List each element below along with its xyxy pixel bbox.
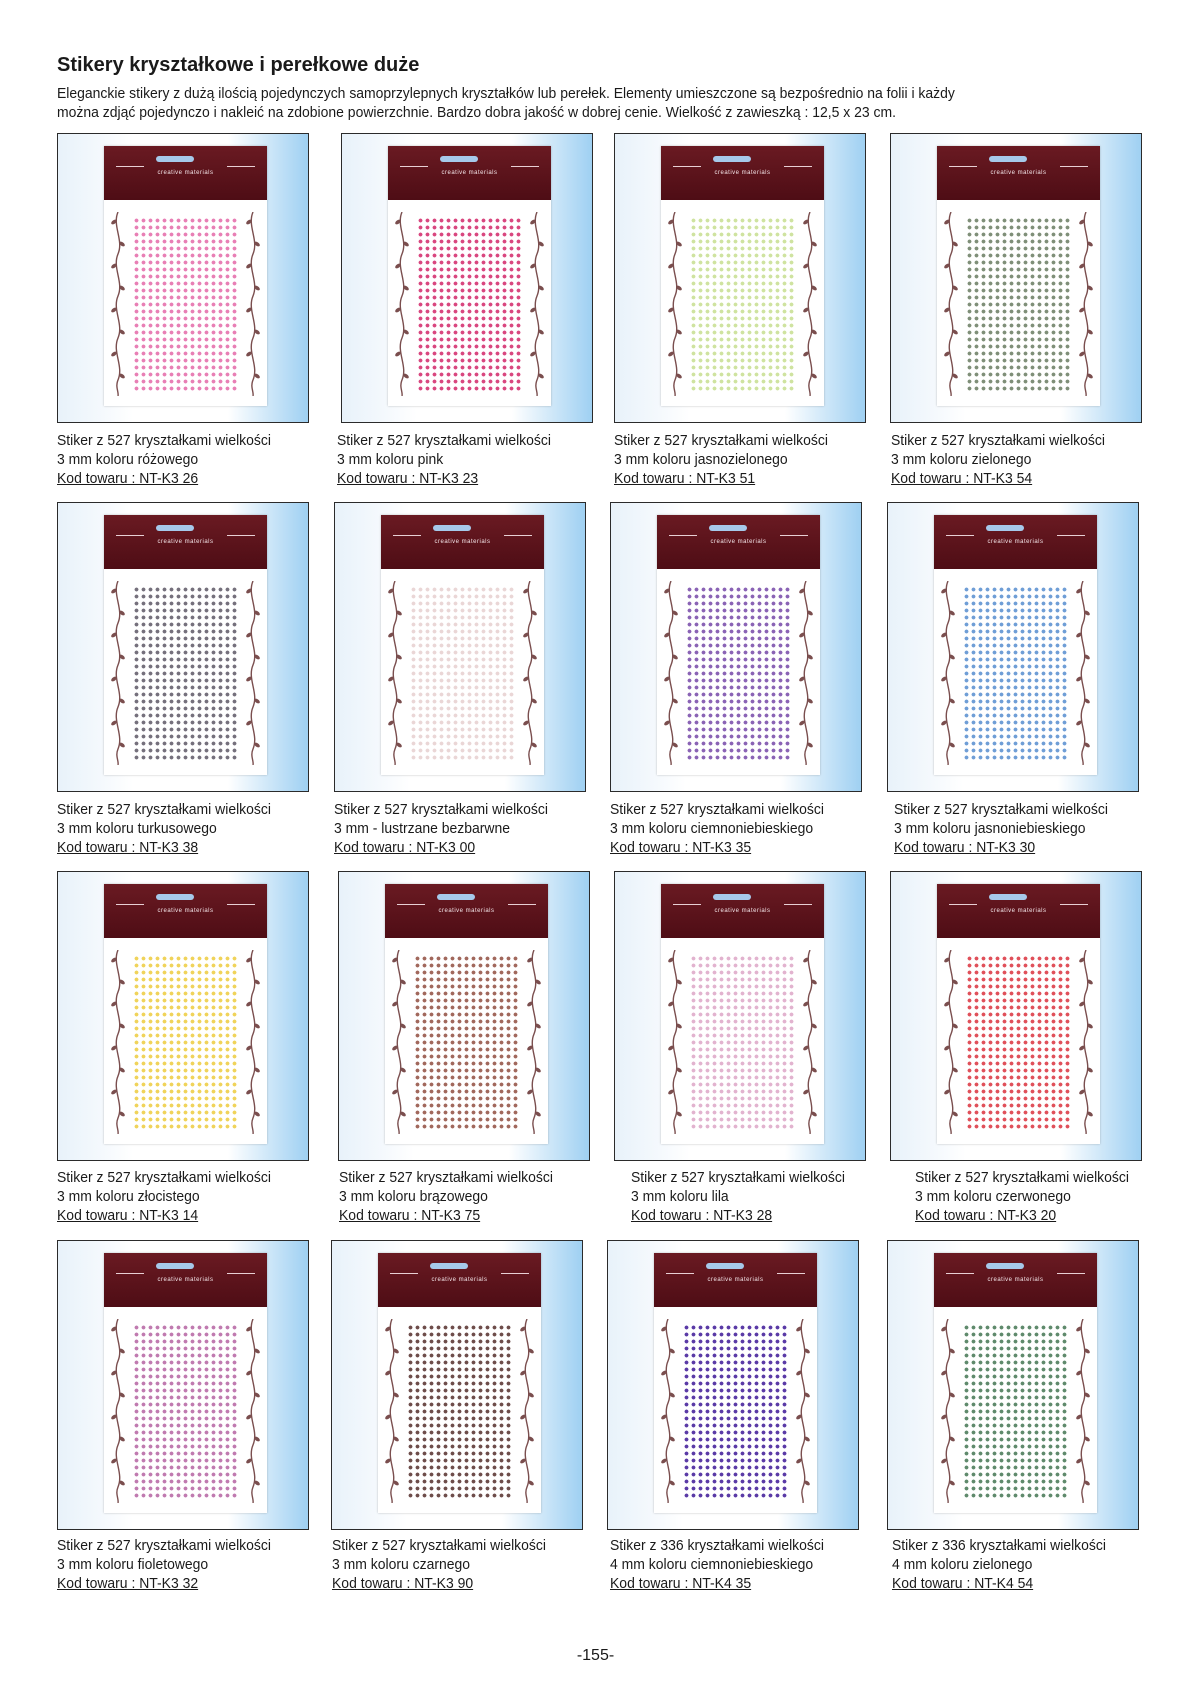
crystal-sheet [413,954,520,1130]
product-description: Stiker z 527 kryształkami wielkości [614,432,828,449]
product-color: 3 mm koloru brązowego [339,1188,488,1205]
product-code: Kod towaru : NT-K3 14 [57,1207,199,1224]
product-image [331,1240,583,1530]
divider [508,904,536,905]
intro-text [57,84,1061,122]
sticker-package [104,146,267,406]
sticker-package [104,515,267,775]
hang-hole [156,894,194,900]
hang-hole [713,156,751,162]
product-code: Kod towaru : NT-K4 35 [610,1575,752,1592]
product-description: Stiker z 527 kryształkami wielkości [891,432,1105,449]
hang-hole [440,156,478,162]
divider [949,904,977,905]
product-color: 3 mm koloru zielonego [891,451,1032,468]
divider [504,535,532,536]
product-description: Stiker z 336 kryształkami wielkości [892,1537,1106,1554]
crystal-sheet [416,216,523,392]
product-image [57,133,309,423]
package-header [934,1253,1097,1307]
crystal-sheet [406,1323,513,1499]
crystal-sheet [132,954,239,1130]
divider [400,166,428,167]
product-caption [339,1168,583,1225]
sticker-package [934,1253,1097,1513]
product-description: Stiker z 527 kryształkami wielkości [915,1169,1129,1186]
hang-hole [706,1263,744,1269]
product-color: 3 mm koloru czerwonego [915,1188,1071,1205]
package-header [661,146,824,200]
hang-hole [430,1263,468,1269]
crystal-sheet [965,954,1072,1130]
divider [946,1273,974,1274]
crystal-sheet [685,585,792,761]
package-brand: creative materials [710,539,767,545]
crystal-sheet [962,1323,1069,1499]
crystal-sheet [132,1323,239,1499]
crystal-sheet [689,216,796,392]
package-brand: creative materials [434,539,491,545]
package-brand: creative materials [987,539,1044,545]
package-brand: creative materials [157,539,214,545]
vine-ornament-icon [110,1319,126,1503]
product-color: 3 mm koloru jasnoniebieskiego [894,820,1086,837]
sticker-package [104,884,267,1144]
vine-ornament-icon [245,1319,261,1503]
hang-hole [156,525,194,531]
product-code: Kod towaru : NT-K3 51 [614,470,756,487]
product-image [614,133,866,423]
divider [397,904,425,905]
product-code: Kod towaru : NT-K4 54 [892,1575,1034,1592]
product-image [341,133,593,423]
product-description: Stiker z 527 kryształkami wielkości [894,801,1108,818]
sticker-package [381,515,544,775]
package-header [104,884,267,938]
vine-ornament-icon [519,1319,535,1503]
divider [227,166,255,167]
product-color: 3 mm - lustrzane bezbarwne [334,820,511,837]
product-color: 3 mm koloru jasnozielonego [614,451,788,468]
divider [784,166,812,167]
sticker-package [937,146,1100,406]
product-color: 3 mm koloru złocistego [57,1188,200,1205]
product-code: Kod towaru : NT-K3 75 [339,1207,481,1224]
product-caption [57,800,301,857]
crystal-sheet [409,585,516,761]
divider [227,904,255,905]
package-brand: creative materials [990,908,1047,914]
package-brand: creative materials [714,170,771,176]
vine-ornament-icon [245,950,261,1134]
product-image [890,871,1142,1161]
sticker-package [104,1253,267,1513]
product-code: Kod towaru : NT-K3 35 [610,839,752,856]
sticker-package [657,515,820,775]
product-description: Stiker z 527 kryształkami wielkości [337,432,551,449]
intro-line: Eleganckie stikery z dużą ilością pojedynczych samoprzylepnych kryształków lub perełek. Elementy umieszczone są bezpośrednio na folii i każdy [57,85,955,102]
package-brand: creative materials [157,170,214,176]
vine-ornament-icon [795,1319,811,1503]
divider [227,535,255,536]
product-code: Kod towaru : NT-K3 38 [57,839,199,856]
divider [777,1273,805,1274]
vine-ornament-icon [940,1319,956,1503]
product-image [614,871,866,1161]
product-image [887,502,1139,792]
divider [227,1273,255,1274]
vine-ornament-icon [663,581,679,765]
product-code: Kod towaru : NT-K3 90 [332,1575,474,1592]
product-caption [57,431,301,488]
vine-ornament-icon [110,212,126,396]
product-code: Kod towaru : NT-K3 28 [631,1207,773,1224]
product-caption [610,1536,854,1593]
product-color: 3 mm koloru czarnego [332,1556,471,1573]
divider [1060,904,1088,905]
product-image [338,871,590,1161]
intro-line: można zdjąć pojedynczo i nakleić na zdobione powierzchnie. Bardzo dobra jakość w dobrej cenie. Wielkość z zawieszką : 12,5 x 23 cm. [57,104,896,121]
product-caption [334,800,578,857]
package-brand: creative materials [987,1277,1044,1283]
product-description: Stiker z 527 kryształkami wielkości [57,1537,271,1554]
product-code: Kod towaru : NT-K3 20 [915,1207,1057,1224]
product-image [607,1240,859,1530]
sticker-package [937,884,1100,1144]
hang-hole [156,1263,194,1269]
package-header [657,515,820,569]
page-title: Stikery kryształkowe i perełkowe duże [57,54,420,76]
product-image [57,871,309,1161]
product-code: Kod towaru : NT-K3 23 [337,470,479,487]
product-color: 3 mm koloru lila [631,1188,729,1205]
product-description: Stiker z 527 kryształkami wielkości [57,1169,271,1186]
hang-hole [989,894,1027,900]
sticker-package [385,884,548,1144]
package-header [104,1253,267,1307]
sticker-package [661,146,824,406]
vine-ornament-icon [798,581,814,765]
divider [116,166,144,167]
vine-ornament-icon [529,212,545,396]
product-caption [891,431,1135,488]
package-brand: creative materials [707,1277,764,1283]
product-color: 3 mm koloru turkusowego [57,820,217,837]
package-brand: creative materials [438,908,495,914]
product-code: Kod towaru : NT-K3 00 [334,839,476,856]
divider [780,535,808,536]
vine-ornament-icon [660,1319,676,1503]
crystal-sheet [689,954,796,1130]
product-caption [915,1168,1159,1225]
package-header [385,884,548,938]
product-color: 3 mm koloru pink [337,451,444,468]
product-description: Stiker z 527 kryształkami wielkości [57,432,271,449]
vine-ornament-icon [940,581,956,765]
divider [669,535,697,536]
product-code: Kod towaru : NT-K3 32 [57,1575,199,1592]
divider [949,166,977,167]
product-code: Kod towaru : NT-K3 54 [891,470,1033,487]
sticker-package [934,515,1097,775]
page-number: -155- [576,1647,615,1664]
package-header [661,884,824,938]
vine-ornament-icon [943,212,959,396]
divider [511,166,539,167]
vine-ornament-icon [526,950,542,1134]
package-header [381,515,544,569]
product-color: 3 mm koloru różowego [57,451,199,468]
package-header [388,146,551,200]
divider [1057,1273,1085,1274]
package-brand: creative materials [990,170,1047,176]
crystal-sheet [132,216,239,392]
package-brand: creative materials [714,908,771,914]
product-code: Kod towaru : NT-K3 26 [57,470,199,487]
product-description: Stiker z 527 kryształkami wielkości [631,1169,845,1186]
package-header [934,515,1097,569]
hang-hole [437,894,475,900]
vine-ornament-icon [384,1319,400,1503]
product-color: 4 mm koloru ciemnoniebieskiego [610,1556,814,1573]
vine-ornament-icon [1078,212,1094,396]
product-color: 3 mm koloru ciemnoniebieskiego [610,820,814,837]
package-header [654,1253,817,1307]
divider [1060,166,1088,167]
product-description: Stiker z 527 kryształkami wielkości [57,801,271,818]
product-description: Stiker z 527 kryształkami wielkości [334,801,548,818]
package-header [104,146,267,200]
vine-ornament-icon [394,212,410,396]
crystal-sheet [965,216,1072,392]
crystal-sheet [132,585,239,761]
hang-hole [156,156,194,162]
product-image [334,502,586,792]
package-header [937,884,1100,938]
divider [393,535,421,536]
hang-hole [709,525,747,531]
product-caption [332,1536,576,1593]
vine-ornament-icon [943,950,959,1134]
vine-ornament-icon [1078,950,1094,1134]
product-code: Kod towaru : NT-K3 30 [894,839,1036,856]
vine-ornament-icon [391,950,407,1134]
divider [116,904,144,905]
product-color: 4 mm koloru zielonego [892,1556,1033,1573]
product-description: Stiker z 527 kryształkami wielkości [610,801,824,818]
crystal-sheet [682,1323,789,1499]
vine-ornament-icon [110,950,126,1134]
divider [390,1273,418,1274]
sticker-package [654,1253,817,1513]
vine-ornament-icon [245,212,261,396]
vine-ornament-icon [802,212,818,396]
product-description: Stiker z 527 kryształkami wielkości [332,1537,546,1554]
product-caption [57,1168,301,1225]
product-image [610,502,862,792]
product-color: 3 mm koloru fioletowego [57,1556,209,1573]
package-brand: creative materials [441,170,498,176]
hang-hole [433,525,471,531]
package-header [937,146,1100,200]
divider [116,535,144,536]
hang-hole [986,525,1024,531]
vine-ornament-icon [667,212,683,396]
hang-hole [713,894,751,900]
hang-hole [986,1263,1024,1269]
product-caption [337,431,581,488]
vine-ornament-icon [802,950,818,1134]
product-caption [894,800,1138,857]
product-description: Stiker z 527 kryształkami wielkości [339,1169,553,1186]
product-image [57,1240,309,1530]
product-caption [892,1536,1136,1593]
crystal-sheet [962,585,1069,761]
vine-ornament-icon [1075,1319,1091,1503]
package-header [104,515,267,569]
vine-ornament-icon [667,950,683,1134]
vine-ornament-icon [245,581,261,765]
product-description: Stiker z 336 kryształkami wielkości [610,1537,824,1554]
product-caption [57,1536,301,1593]
package-brand: creative materials [431,1277,488,1283]
divider [784,904,812,905]
hang-hole [989,156,1027,162]
vine-ornament-icon [522,581,538,765]
package-header [378,1253,541,1307]
product-caption [631,1168,875,1225]
product-image [890,133,1142,423]
divider [673,904,701,905]
divider [673,166,701,167]
divider [501,1273,529,1274]
vine-ornament-icon [387,581,403,765]
product-image [57,502,309,792]
package-brand: creative materials [157,908,214,914]
vine-ornament-icon [110,581,126,765]
divider [116,1273,144,1274]
sticker-package [378,1253,541,1513]
sticker-package [388,146,551,406]
product-caption [610,800,854,857]
sticker-package [661,884,824,1144]
package-brand: creative materials [157,1277,214,1283]
divider [666,1273,694,1274]
vine-ornament-icon [1075,581,1091,765]
divider [1057,535,1085,536]
divider [946,535,974,536]
product-caption [614,431,858,488]
product-image [887,1240,1139,1530]
